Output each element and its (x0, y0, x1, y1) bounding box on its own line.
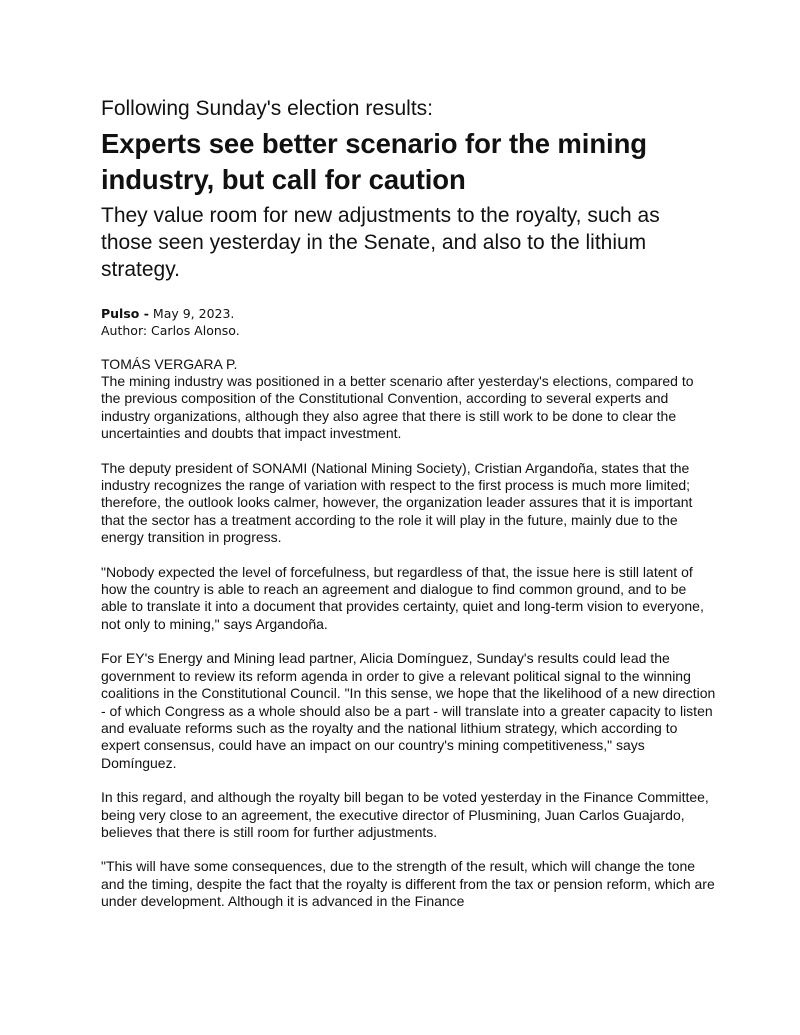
article-paragraph: For EY's Energy and Mining lead partner, Alicia Domínguez, Sunday's results could lead the government to review its reform agenda in order to give a relevant political signal to the winning coalitions in the Constitutional Council. "In this sense, we hope that the likelihood of a new direction - of which Congress as a whole should also be a part - will translate into a greater capacity to listen and evaluate reforms such as the royalty and the national lithium strategy, which according to expert consensus, could have an impact on our country's mining competitiveness," says Domínguez. (101, 650, 716, 771)
article (101, 96, 716, 928)
article-date: May 9, 2023. (152, 306, 235, 321)
article-subhead: They value room for new adjustments to the royalty, such as those seen yesterday in the Senate, and also to the lithium strategy. (101, 204, 660, 281)
article-dateline (101, 305, 716, 322)
article-paragraph: The mining industry was positioned in a better scenario after yesterday's elections, compared to the previous composition of the Constitutional Convention, according to several experts and industry organizations, although they also agree that there is still work to be done to clear the uncertainties and doubts that impact investment. (101, 373, 694, 442)
article-source: Pulso - (101, 306, 149, 321)
article-author: Author: Carlos Alonso. (101, 323, 240, 338)
article-headline: Experts see better scenario for the mining industry, but call for caution (101, 128, 647, 195)
article-paragraph: The deputy president of SONAMI (National Mining Society), Cristian Argandoña, states that the industry recognizes the range of variation with respect to the first process is much more limited; therefore, the outlook looks calmer, however, the organization leader assures that it is important that the sector has a treatment according to the role it will play in the future, mainly due to the energy transition in progress. (101, 459, 693, 546)
article-paragraph: "Nobody expected the level of forcefulness, but regardless of that, the issue here is still latent of how the country is able to reach an agreement and dialogue to find common ground, and to be able to translate it into a document that provides certainty, quiet and long-term vision to everyone, not only to mining," says Argandoña. (101, 563, 704, 632)
article-reporter: TOMÁS VERGARA P. (101, 356, 238, 372)
article-paragraph: "This will have some consequences, due to the strength of the result, which will change the tone and the timing, despite the fact that the royalty is different from the tax or pension reform, which are under development. Although it is advanced in the Finance (101, 858, 715, 910)
article-paragraph: In this regard, and although the royalty bill began to be voted yesterday in the Finance Committee, being very close to an agreement, the executive director of Plusmining, Juan Carlos Guajardo, believes that there is still room for further adjustments. (101, 789, 709, 840)
article-kicker: Following Sunday's election results: (101, 97, 434, 120)
byline-spacer (101, 339, 716, 356)
